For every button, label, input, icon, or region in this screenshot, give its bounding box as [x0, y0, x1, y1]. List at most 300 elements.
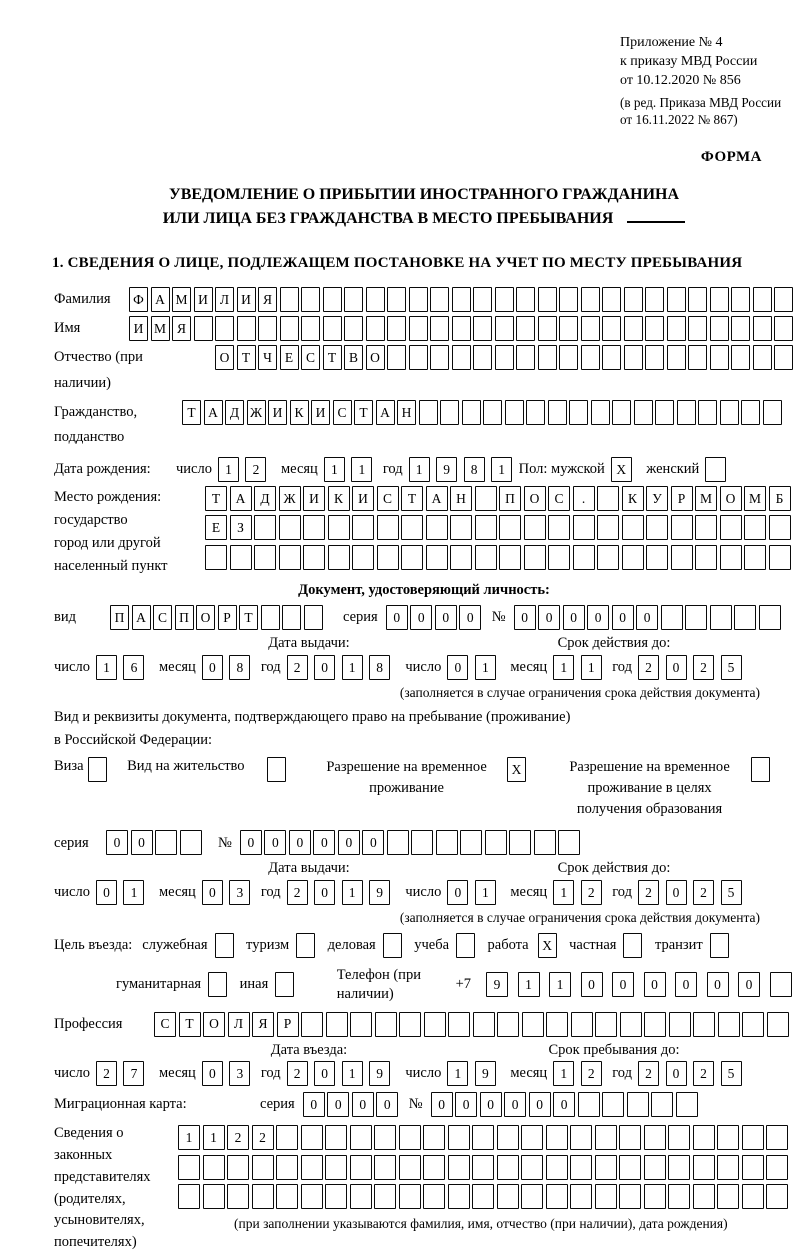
char-box[interactable] [623, 933, 642, 958]
char-box[interactable]: В [344, 345, 363, 370]
char-box[interactable] [595, 1012, 617, 1037]
char-box[interactable] [671, 545, 693, 570]
char-box[interactable]: 0 [240, 830, 262, 855]
char-box[interactable]: С [548, 486, 570, 511]
char-box[interactable] [450, 515, 472, 540]
char-box[interactable] [521, 1155, 543, 1180]
char-box[interactable]: З [230, 515, 252, 540]
char-box[interactable] [668, 1184, 690, 1209]
char-box[interactable] [303, 515, 325, 540]
char-box[interactable] [323, 316, 342, 341]
char-box[interactable] [448, 1155, 470, 1180]
char-box[interactable]: 0 [504, 1092, 526, 1117]
char-box[interactable] [509, 830, 531, 855]
char-box[interactable]: 0 [612, 605, 634, 630]
char-box[interactable] [230, 545, 252, 570]
char-box[interactable] [473, 345, 492, 370]
char-box[interactable]: 5 [721, 880, 742, 905]
char-box[interactable] [559, 345, 578, 370]
char-box[interactable]: О [203, 1012, 225, 1037]
char-box[interactable] [602, 287, 621, 312]
char-box[interactable] [252, 1184, 274, 1209]
char-box[interactable] [374, 1184, 396, 1209]
char-box[interactable]: Я [258, 287, 277, 312]
char-box[interactable]: 0 [529, 1092, 551, 1117]
char-box[interactable]: 0 [563, 605, 585, 630]
phone-input[interactable] [479, 972, 794, 997]
char-box[interactable] [450, 545, 472, 570]
char-box[interactable]: Д [225, 400, 244, 425]
char-box[interactable] [301, 1155, 323, 1180]
char-box[interactable] [774, 345, 793, 370]
char-box[interactable]: 0 [314, 1061, 335, 1086]
char-box[interactable] [399, 1012, 421, 1037]
char-box[interactable] [155, 830, 177, 855]
char-box[interactable]: К [328, 486, 350, 511]
char-box[interactable] [569, 400, 588, 425]
char-box[interactable] [705, 457, 726, 482]
char-box[interactable] [462, 400, 481, 425]
char-box[interactable]: 2 [693, 1061, 714, 1086]
char-box[interactable]: 0 [338, 830, 360, 855]
char-box[interactable]: 0 [106, 830, 128, 855]
representatives-line3-input[interactable] [178, 1184, 791, 1209]
char-box[interactable] [742, 1184, 764, 1209]
char-box[interactable] [296, 933, 315, 958]
char-box[interactable] [325, 1125, 347, 1150]
char-box[interactable] [516, 316, 535, 341]
char-box[interactable]: 8 [369, 655, 390, 680]
char-box[interactable]: 0 [675, 972, 697, 997]
char-box[interactable] [258, 316, 277, 341]
char-box[interactable] [524, 515, 546, 540]
char-box[interactable]: А [151, 287, 170, 312]
char-box[interactable] [710, 287, 729, 312]
permit-series-input[interactable] [106, 830, 204, 855]
char-box[interactable] [383, 933, 402, 958]
char-box[interactable] [619, 1155, 641, 1180]
char-box[interactable]: И [268, 400, 287, 425]
char-box[interactable]: С [301, 345, 320, 370]
char-box[interactable]: 1 [553, 880, 574, 905]
char-box[interactable] [717, 1155, 739, 1180]
char-box[interactable] [440, 400, 459, 425]
char-box[interactable] [591, 400, 610, 425]
representatives-line1-input[interactable] [178, 1125, 791, 1150]
char-box[interactable]: 2 [581, 1061, 602, 1086]
name-input[interactable] [129, 316, 796, 341]
char-box[interactable] [301, 1125, 323, 1150]
char-box[interactable] [409, 345, 428, 370]
char-box[interactable]: Ф [129, 287, 148, 312]
char-box[interactable] [452, 316, 471, 341]
char-box[interactable] [505, 400, 524, 425]
char-box[interactable] [387, 345, 406, 370]
char-box[interactable]: С [333, 400, 352, 425]
char-box[interactable] [426, 515, 448, 540]
char-box[interactable] [731, 345, 750, 370]
char-box[interactable] [667, 316, 686, 341]
char-box[interactable] [742, 1012, 764, 1037]
char-box[interactable] [644, 1184, 666, 1209]
char-box[interactable] [495, 345, 514, 370]
char-box[interactable] [401, 545, 423, 570]
birthplace-line3-input[interactable] [205, 545, 793, 570]
char-box[interactable]: 0 [447, 880, 468, 905]
char-box[interactable] [717, 1184, 739, 1209]
char-box[interactable]: 0 [666, 1061, 687, 1086]
char-box[interactable] [668, 1125, 690, 1150]
char-box[interactable]: 1 [96, 655, 117, 680]
char-box[interactable]: 0 [202, 655, 223, 680]
char-box[interactable] [485, 830, 507, 855]
char-box[interactable]: Т [401, 486, 423, 511]
char-box[interactable] [546, 1155, 568, 1180]
char-box[interactable]: С [153, 605, 172, 630]
char-box[interactable] [215, 933, 234, 958]
char-box[interactable] [325, 1155, 347, 1180]
char-box[interactable] [303, 545, 325, 570]
char-box[interactable] [558, 830, 580, 855]
char-box[interactable] [548, 545, 570, 570]
char-box[interactable]: А [132, 605, 151, 630]
visa-checkbox[interactable] [88, 757, 110, 782]
char-box[interactable] [350, 1125, 372, 1150]
char-box[interactable]: С [377, 486, 399, 511]
char-box[interactable]: 0 [459, 605, 481, 630]
char-box[interactable]: 7 [123, 1061, 144, 1086]
char-box[interactable] [538, 316, 557, 341]
char-box[interactable] [546, 1184, 568, 1209]
char-box[interactable] [602, 345, 621, 370]
char-box[interactable] [472, 1155, 494, 1180]
purpose-transit-checkbox[interactable] [703, 933, 732, 958]
char-box[interactable] [559, 316, 578, 341]
char-box[interactable] [693, 1184, 715, 1209]
char-box[interactable] [178, 1155, 200, 1180]
char-box[interactable]: О [215, 345, 234, 370]
char-box[interactable] [497, 1184, 519, 1209]
char-box[interactable] [766, 1155, 788, 1180]
char-box[interactable] [267, 757, 286, 782]
char-box[interactable]: 0 [327, 1092, 349, 1117]
char-box[interactable]: 2 [287, 655, 308, 680]
char-box[interactable] [387, 316, 406, 341]
char-box[interactable] [328, 545, 350, 570]
char-box[interactable]: 0 [480, 1092, 502, 1117]
migration-series-input[interactable] [303, 1092, 401, 1117]
char-box[interactable]: 0 [352, 1092, 374, 1117]
char-box[interactable] [411, 830, 433, 855]
char-box[interactable]: 0 [581, 972, 603, 997]
char-box[interactable] [301, 316, 320, 341]
char-box[interactable]: 9 [369, 1061, 390, 1086]
char-box[interactable] [424, 1012, 446, 1037]
char-box[interactable]: 0 [435, 605, 457, 630]
char-box[interactable] [499, 515, 521, 540]
char-box[interactable]: У [646, 486, 668, 511]
permit-valid-day-input[interactable] [447, 880, 502, 905]
char-box[interactable] [624, 287, 643, 312]
char-box[interactable]: 9 [475, 1061, 496, 1086]
char-box[interactable] [215, 316, 234, 341]
char-box[interactable] [753, 316, 772, 341]
char-box[interactable] [475, 515, 497, 540]
char-box[interactable]: . [573, 486, 595, 511]
char-box[interactable]: 1 [342, 655, 363, 680]
permit-valid-year-input[interactable] [638, 880, 748, 905]
char-box[interactable] [774, 287, 793, 312]
permit-valid-month-input[interactable] [553, 880, 608, 905]
char-box[interactable]: 1 [475, 880, 496, 905]
char-box[interactable]: И [237, 287, 256, 312]
char-box[interactable]: 8 [229, 655, 250, 680]
char-box[interactable]: 0 [738, 972, 760, 997]
char-box[interactable] [326, 1012, 348, 1037]
char-box[interactable]: Ч [258, 345, 277, 370]
char-box[interactable] [409, 316, 428, 341]
char-box[interactable] [227, 1184, 249, 1209]
char-box[interactable]: 1 [178, 1125, 200, 1150]
char-box[interactable]: 2 [227, 1125, 249, 1150]
char-box[interactable] [423, 1184, 445, 1209]
identity-valid-year-input[interactable] [638, 655, 748, 680]
representatives-line2-input[interactable] [178, 1155, 791, 1180]
char-box[interactable] [766, 1125, 788, 1150]
char-box[interactable]: Ж [247, 400, 266, 425]
char-box[interactable] [634, 400, 653, 425]
char-box[interactable]: П [175, 605, 194, 630]
char-box[interactable] [301, 287, 320, 312]
char-box[interactable]: И [311, 400, 330, 425]
char-box[interactable]: О [366, 345, 385, 370]
char-box[interactable] [227, 1155, 249, 1180]
char-box[interactable]: 1 [475, 655, 496, 680]
char-box[interactable] [344, 316, 363, 341]
char-box[interactable] [374, 1155, 396, 1180]
char-box[interactable]: 5 [721, 655, 742, 680]
char-box[interactable] [499, 545, 521, 570]
char-box[interactable]: 2 [638, 880, 659, 905]
char-box[interactable]: Т [179, 1012, 201, 1037]
char-box[interactable]: 0 [376, 1092, 398, 1117]
char-box[interactable] [344, 287, 363, 312]
char-box[interactable] [534, 830, 556, 855]
char-box[interactable] [602, 1092, 624, 1117]
char-box[interactable]: 0 [303, 1092, 325, 1117]
char-box[interactable] [624, 345, 643, 370]
char-box[interactable] [624, 316, 643, 341]
char-box[interactable] [399, 1125, 421, 1150]
char-box[interactable] [741, 400, 760, 425]
char-box[interactable]: Е [205, 515, 227, 540]
permit-number-input[interactable] [240, 830, 583, 855]
char-box[interactable]: 1 [581, 655, 602, 680]
char-box[interactable]: Л [215, 287, 234, 312]
char-box[interactable] [475, 545, 497, 570]
char-box[interactable] [695, 515, 717, 540]
char-box[interactable] [276, 1184, 298, 1209]
char-box[interactable] [612, 400, 631, 425]
char-box[interactable] [570, 1155, 592, 1180]
profession-input[interactable] [154, 1012, 791, 1037]
char-box[interactable] [744, 545, 766, 570]
char-box[interactable] [205, 545, 227, 570]
char-box[interactable] [573, 545, 595, 570]
char-box[interactable]: 0 [289, 830, 311, 855]
char-box[interactable] [526, 400, 545, 425]
char-box[interactable] [769, 515, 791, 540]
char-box[interactable] [570, 1125, 592, 1150]
permit-issue-day-input[interactable] [96, 880, 151, 905]
char-box[interactable] [559, 287, 578, 312]
char-box[interactable]: А [230, 486, 252, 511]
char-box[interactable] [538, 287, 557, 312]
char-box[interactable] [521, 1125, 543, 1150]
stay-month-input[interactable] [553, 1061, 608, 1086]
char-box[interactable]: 0 [514, 605, 536, 630]
identity-issue-year-input[interactable] [287, 655, 397, 680]
doc-series-input[interactable] [386, 605, 484, 630]
char-box[interactable] [774, 316, 793, 341]
entry-month-input[interactable] [202, 1061, 257, 1086]
char-box[interactable] [620, 1012, 642, 1037]
char-box[interactable]: 2 [96, 1061, 117, 1086]
char-box[interactable]: М [172, 287, 191, 312]
char-box[interactable] [661, 605, 683, 630]
char-box[interactable] [595, 1125, 617, 1150]
char-box[interactable]: 0 [202, 1061, 223, 1086]
char-box[interactable]: И [194, 287, 213, 312]
char-box[interactable] [602, 316, 621, 341]
char-box[interactable] [731, 316, 750, 341]
char-box[interactable]: 1 [342, 1061, 363, 1086]
char-box[interactable] [688, 345, 707, 370]
char-box[interactable] [448, 1012, 470, 1037]
char-box[interactable]: Л [228, 1012, 250, 1037]
char-box[interactable] [646, 515, 668, 540]
char-box[interactable]: 1 [203, 1125, 225, 1150]
char-box[interactable] [497, 1155, 519, 1180]
char-box[interactable] [419, 400, 438, 425]
birth-day-input[interactable] [218, 457, 273, 482]
char-box[interactable]: X [611, 457, 632, 482]
char-box[interactable]: 8 [464, 457, 485, 482]
char-box[interactable]: Т [182, 400, 201, 425]
char-box[interactable] [677, 400, 696, 425]
char-box[interactable] [622, 545, 644, 570]
char-box[interactable] [387, 287, 406, 312]
char-box[interactable] [667, 345, 686, 370]
char-box[interactable] [350, 1012, 372, 1037]
char-box[interactable]: 0 [410, 605, 432, 630]
char-box[interactable] [452, 287, 471, 312]
char-box[interactable] [645, 287, 664, 312]
char-box[interactable] [742, 1155, 764, 1180]
char-box[interactable]: 0 [362, 830, 384, 855]
char-box[interactable] [770, 972, 792, 997]
char-box[interactable] [483, 400, 502, 425]
migration-number-input[interactable] [431, 1092, 701, 1117]
char-box[interactable] [766, 1184, 788, 1209]
char-box[interactable] [651, 1092, 673, 1117]
char-box[interactable] [595, 1184, 617, 1209]
char-box[interactable]: 0 [636, 605, 658, 630]
stay-year-input[interactable] [638, 1061, 748, 1086]
char-box[interactable] [280, 287, 299, 312]
char-box[interactable] [646, 545, 668, 570]
char-box[interactable] [279, 515, 301, 540]
char-box[interactable] [328, 515, 350, 540]
temp-residence-checkbox[interactable] [507, 757, 529, 782]
entry-year-input[interactable] [287, 1061, 397, 1086]
char-box[interactable] [325, 1184, 347, 1209]
char-box[interactable] [516, 287, 535, 312]
surname-input[interactable] [129, 287, 796, 312]
char-box[interactable] [280, 316, 299, 341]
char-box[interactable] [710, 933, 729, 958]
char-box[interactable] [448, 1125, 470, 1150]
identity-issue-month-input[interactable] [202, 655, 257, 680]
char-box[interactable]: 0 [264, 830, 286, 855]
purpose-study-checkbox[interactable] [449, 933, 478, 958]
char-box[interactable] [731, 287, 750, 312]
char-box[interactable]: 1 [324, 457, 345, 482]
char-box[interactable] [742, 1125, 764, 1150]
char-box[interactable]: 0 [666, 655, 687, 680]
char-box[interactable] [597, 545, 619, 570]
char-box[interactable] [759, 605, 781, 630]
char-box[interactable]: X [507, 757, 526, 782]
char-box[interactable]: 1 [342, 880, 363, 905]
char-box[interactable] [595, 1155, 617, 1180]
char-box[interactable] [717, 1125, 739, 1150]
char-box[interactable]: 0 [314, 655, 335, 680]
char-box[interactable] [581, 345, 600, 370]
char-box[interactable]: 5 [721, 1061, 742, 1086]
char-box[interactable] [237, 316, 256, 341]
char-box[interactable] [352, 515, 374, 540]
purpose-humanitarian-checkbox[interactable] [201, 972, 230, 997]
char-box[interactable]: 0 [447, 655, 468, 680]
char-box[interactable]: 0 [553, 1092, 575, 1117]
char-box[interactable]: 1 [518, 972, 540, 997]
entry-day-input[interactable] [96, 1061, 151, 1086]
char-box[interactable]: С [154, 1012, 176, 1037]
char-box[interactable]: Р [277, 1012, 299, 1037]
char-box[interactable]: 3 [229, 880, 250, 905]
char-box[interactable]: 9 [486, 972, 508, 997]
char-box[interactable] [276, 1125, 298, 1150]
char-box[interactable]: 1 [549, 972, 571, 997]
char-box[interactable]: 2 [581, 880, 602, 905]
char-box[interactable] [763, 400, 782, 425]
char-box[interactable]: 0 [538, 605, 560, 630]
temp-residence-edu-checkbox[interactable] [751, 757, 773, 782]
residence-permit-checkbox[interactable] [267, 757, 289, 782]
birth-month-input[interactable] [324, 457, 379, 482]
char-box[interactable]: Т [237, 345, 256, 370]
char-box[interactable]: Д [254, 486, 276, 511]
purpose-business-checkbox[interactable] [376, 933, 405, 958]
char-box[interactable]: О [720, 486, 742, 511]
char-box[interactable] [744, 515, 766, 540]
char-box[interactable] [275, 972, 294, 997]
char-box[interactable] [423, 1155, 445, 1180]
char-box[interactable] [282, 605, 301, 630]
char-box[interactable] [497, 1125, 519, 1150]
doc-type-input[interactable] [110, 605, 325, 630]
